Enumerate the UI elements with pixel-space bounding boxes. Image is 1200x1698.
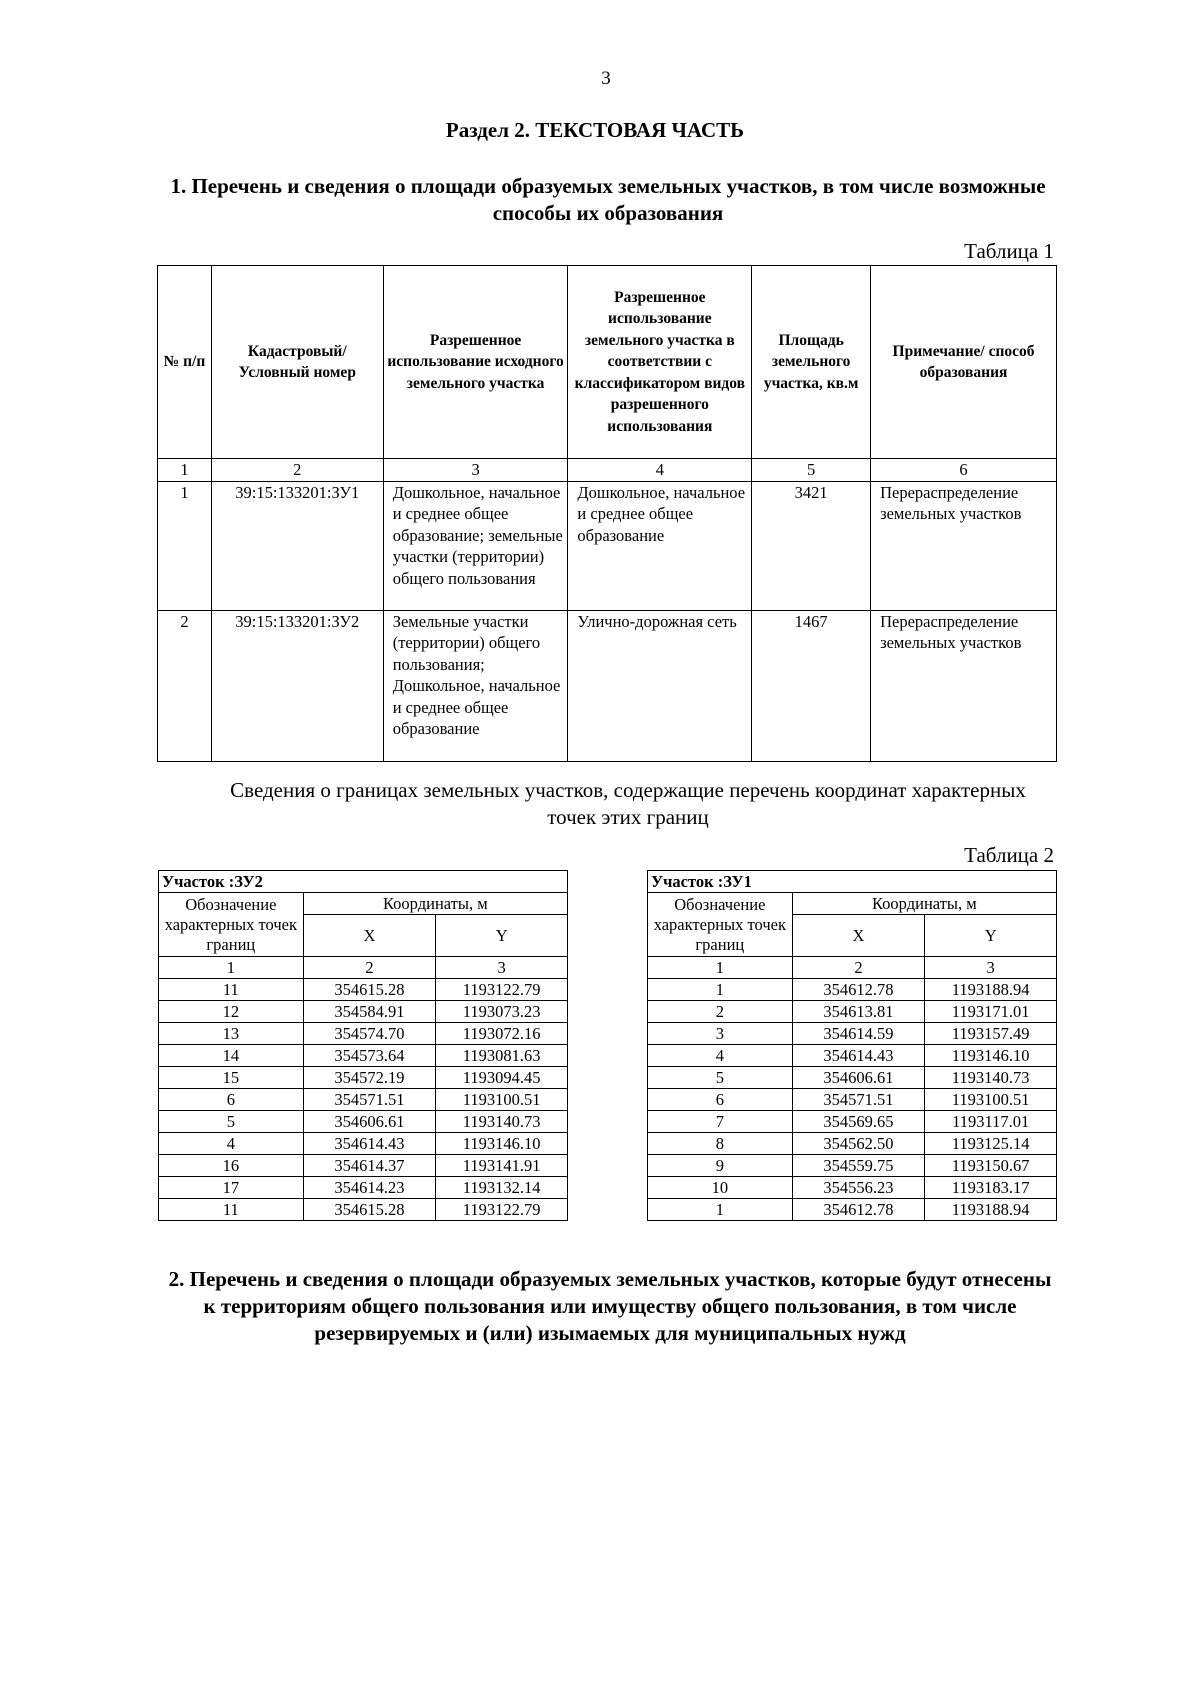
cell: 39:15:133201:ЗУ2	[211, 610, 383, 761]
header-cell: Разрешенное использование земельного участка в соответствии с классификатором видов разрешенного использования	[568, 266, 752, 459]
cell: 1193094.45	[436, 1067, 568, 1089]
col-number: 1	[648, 957, 793, 979]
cell: 354574.70	[303, 1023, 436, 1045]
cell: 354584.91	[303, 1001, 436, 1023]
cell: 1467	[752, 610, 871, 761]
cell: 1193188.94	[925, 1199, 1057, 1221]
cell: 1193157.49	[925, 1023, 1057, 1045]
header-cell: Кадастровый/ Условный номер	[211, 266, 383, 459]
table-row	[648, 1067, 1057, 1089]
cell: Дошкольное, начальное и среднее общее образование	[568, 481, 752, 610]
parcels-table	[157, 265, 1057, 762]
table-header-row	[158, 266, 1057, 459]
cell: 3	[648, 1023, 793, 1045]
cell: 1193188.94	[925, 979, 1057, 1001]
cell: 1193122.79	[436, 1199, 568, 1221]
cell: 1	[648, 979, 793, 1001]
table-row	[159, 1177, 568, 1199]
col-number: 2	[303, 957, 436, 979]
cell: Перераспределение земельных участков	[871, 610, 1057, 761]
col-number: 5	[752, 459, 871, 482]
cell: 6	[159, 1089, 304, 1111]
y-header: Y	[436, 915, 568, 957]
cell: Улично-дорожная сеть	[568, 610, 752, 761]
table-row	[648, 1001, 1057, 1023]
col-number: 3	[383, 459, 568, 482]
col-number: 6	[871, 459, 1057, 482]
table-row	[158, 481, 1057, 610]
cell: 354614.43	[303, 1133, 436, 1155]
col-number: 3	[436, 957, 568, 979]
cell: 1193081.63	[436, 1045, 568, 1067]
table-row	[159, 1045, 568, 1067]
cell: 12	[159, 1001, 304, 1023]
cell: 1193125.14	[925, 1133, 1057, 1155]
cell: 3421	[752, 481, 871, 610]
cell: 14	[159, 1045, 304, 1067]
table-row	[648, 979, 1057, 1001]
table-row	[648, 1111, 1057, 1133]
coords-header: Координаты, м	[303, 893, 567, 915]
section-title: Раздел 2. ТЕКСТОВАЯ ЧАСТЬ	[445, 118, 745, 142]
x-header: X	[303, 915, 436, 957]
cell: 1193140.73	[925, 1067, 1057, 1089]
table-row	[159, 1067, 568, 1089]
cell: 354614.23	[303, 1177, 436, 1199]
cell: 1193183.17	[925, 1177, 1057, 1199]
point-header: Обозначение характерных точек границ	[648, 893, 793, 957]
col-number: 1	[159, 957, 304, 979]
cell: 1193100.51	[436, 1089, 568, 1111]
cell: 354606.61	[303, 1111, 436, 1133]
cell: 354569.65	[792, 1111, 925, 1133]
cell: 354573.64	[303, 1045, 436, 1067]
coordinates-table	[647, 870, 1057, 1221]
cell: 354615.28	[303, 1199, 436, 1221]
cell: 354571.51	[792, 1089, 925, 1111]
cell: 11	[159, 979, 304, 1001]
cell: 15	[159, 1067, 304, 1089]
cell: 354612.78	[792, 1199, 925, 1221]
cell: 354614.37	[303, 1155, 436, 1177]
cell: 10	[648, 1177, 793, 1199]
cell: 354614.59	[792, 1023, 925, 1045]
table-row	[159, 1199, 568, 1221]
cell: 354571.51	[303, 1089, 436, 1111]
cell: 354559.75	[792, 1155, 925, 1177]
cell: 354612.78	[792, 979, 925, 1001]
cell: Перераспределение земельных участков	[871, 481, 1057, 610]
cell: 1193141.91	[436, 1155, 568, 1177]
cell: 2	[158, 610, 212, 761]
cell: 2	[648, 1001, 793, 1023]
parcel-title: Участок :ЗУ1	[648, 871, 1057, 893]
cell: 1193100.51	[925, 1089, 1057, 1111]
cell: 1193140.73	[436, 1111, 568, 1133]
table-row	[648, 1133, 1057, 1155]
table-row	[159, 1089, 568, 1111]
cell: 354613.81	[792, 1001, 925, 1023]
table-row	[159, 1155, 568, 1177]
table-row	[648, 1155, 1057, 1177]
cell: 5	[648, 1067, 793, 1089]
table-row	[648, 1177, 1057, 1199]
coordinates-table	[158, 870, 568, 1221]
cell: 1193117.01	[925, 1111, 1057, 1133]
col-number: 2	[792, 957, 925, 979]
cell: 17	[159, 1177, 304, 1199]
cell: 39:15:133201:ЗУ1	[211, 481, 383, 610]
cell: 7	[648, 1111, 793, 1133]
col-number: 4	[568, 459, 752, 482]
table-row	[648, 1089, 1057, 1111]
cell: Дошкольное, начальное и среднее общее образование; земельные участки (территории) общего пользования	[383, 481, 568, 610]
cell: 1193073.23	[436, 1001, 568, 1023]
cell: 354614.43	[792, 1045, 925, 1067]
table-row	[159, 1001, 568, 1023]
cell: Земельные участки (территории) общего пользования; Дошкольное, начальное и среднее общее образование	[383, 610, 568, 761]
cell: 1193146.10	[925, 1045, 1057, 1067]
coords-header: Координаты, м	[792, 893, 1056, 915]
boundaries-title: Сведения о границах земельных участков, содержащие перечень координат характерных точек этих границ	[230, 778, 1026, 829]
y-header: Y	[925, 915, 1057, 957]
cell: 1193122.79	[436, 979, 568, 1001]
cell: 1193171.01	[925, 1001, 1057, 1023]
cell: 16	[159, 1155, 304, 1177]
parcel-title: Участок :ЗУ2	[159, 871, 568, 893]
table-row	[648, 1045, 1057, 1067]
cell: 1	[158, 481, 212, 610]
header-cell: Разрешенное использование исходного земельного участка	[383, 266, 568, 459]
col-number: 3	[925, 957, 1057, 979]
cell: 4	[648, 1045, 793, 1067]
cell: 11	[159, 1199, 304, 1221]
header-cell: Площадь земельного участка, кв.м	[752, 266, 871, 459]
cell: 8	[648, 1133, 793, 1155]
cell: 354572.19	[303, 1067, 436, 1089]
cell: 1193132.14	[436, 1177, 568, 1199]
table-row	[158, 610, 1057, 761]
table-row	[648, 1023, 1057, 1045]
column-number-row	[158, 459, 1057, 482]
table-row	[159, 1133, 568, 1155]
cell: 354562.50	[792, 1133, 925, 1155]
x-header: X	[792, 915, 925, 957]
table-row	[159, 1111, 568, 1133]
page-number: 3	[601, 68, 611, 89]
cell: 5	[159, 1111, 304, 1133]
table-row	[159, 1023, 568, 1045]
heading-1: 1. Перечень и сведения о площади образуемых земельных участков, в том числе возможные способы их образования	[170, 174, 1046, 225]
table2-caption: Таблица 2	[964, 843, 1054, 867]
header-cell: Примечание/ способ образования	[871, 266, 1057, 459]
cell: 1	[648, 1199, 793, 1221]
cell: 354556.23	[792, 1177, 925, 1199]
cell: 1193146.10	[436, 1133, 568, 1155]
table-row	[159, 979, 568, 1001]
cell: 354606.61	[792, 1067, 925, 1089]
table-row	[648, 1199, 1057, 1221]
cell: 1193072.16	[436, 1023, 568, 1045]
header-cell: № п/п	[158, 266, 212, 459]
cell: 6	[648, 1089, 793, 1111]
cell: 9	[648, 1155, 793, 1177]
point-header: Обозначение характерных точек границ	[159, 893, 304, 957]
cell: 4	[159, 1133, 304, 1155]
heading-2: 2. Перечень и сведения о площади образуемых земельных участков, которые будут отнесены к территориям общего пользования или имуществу общего пользования, в том числе резервируемых и (или) изымаемых для муниципальных нужд	[168, 1267, 1052, 1345]
cell: 354615.28	[303, 979, 436, 1001]
cell: 13	[159, 1023, 304, 1045]
col-number: 2	[211, 459, 383, 482]
col-number: 1	[158, 459, 212, 482]
table1-caption: Таблица 1	[964, 239, 1054, 263]
cell: 1193150.67	[925, 1155, 1057, 1177]
